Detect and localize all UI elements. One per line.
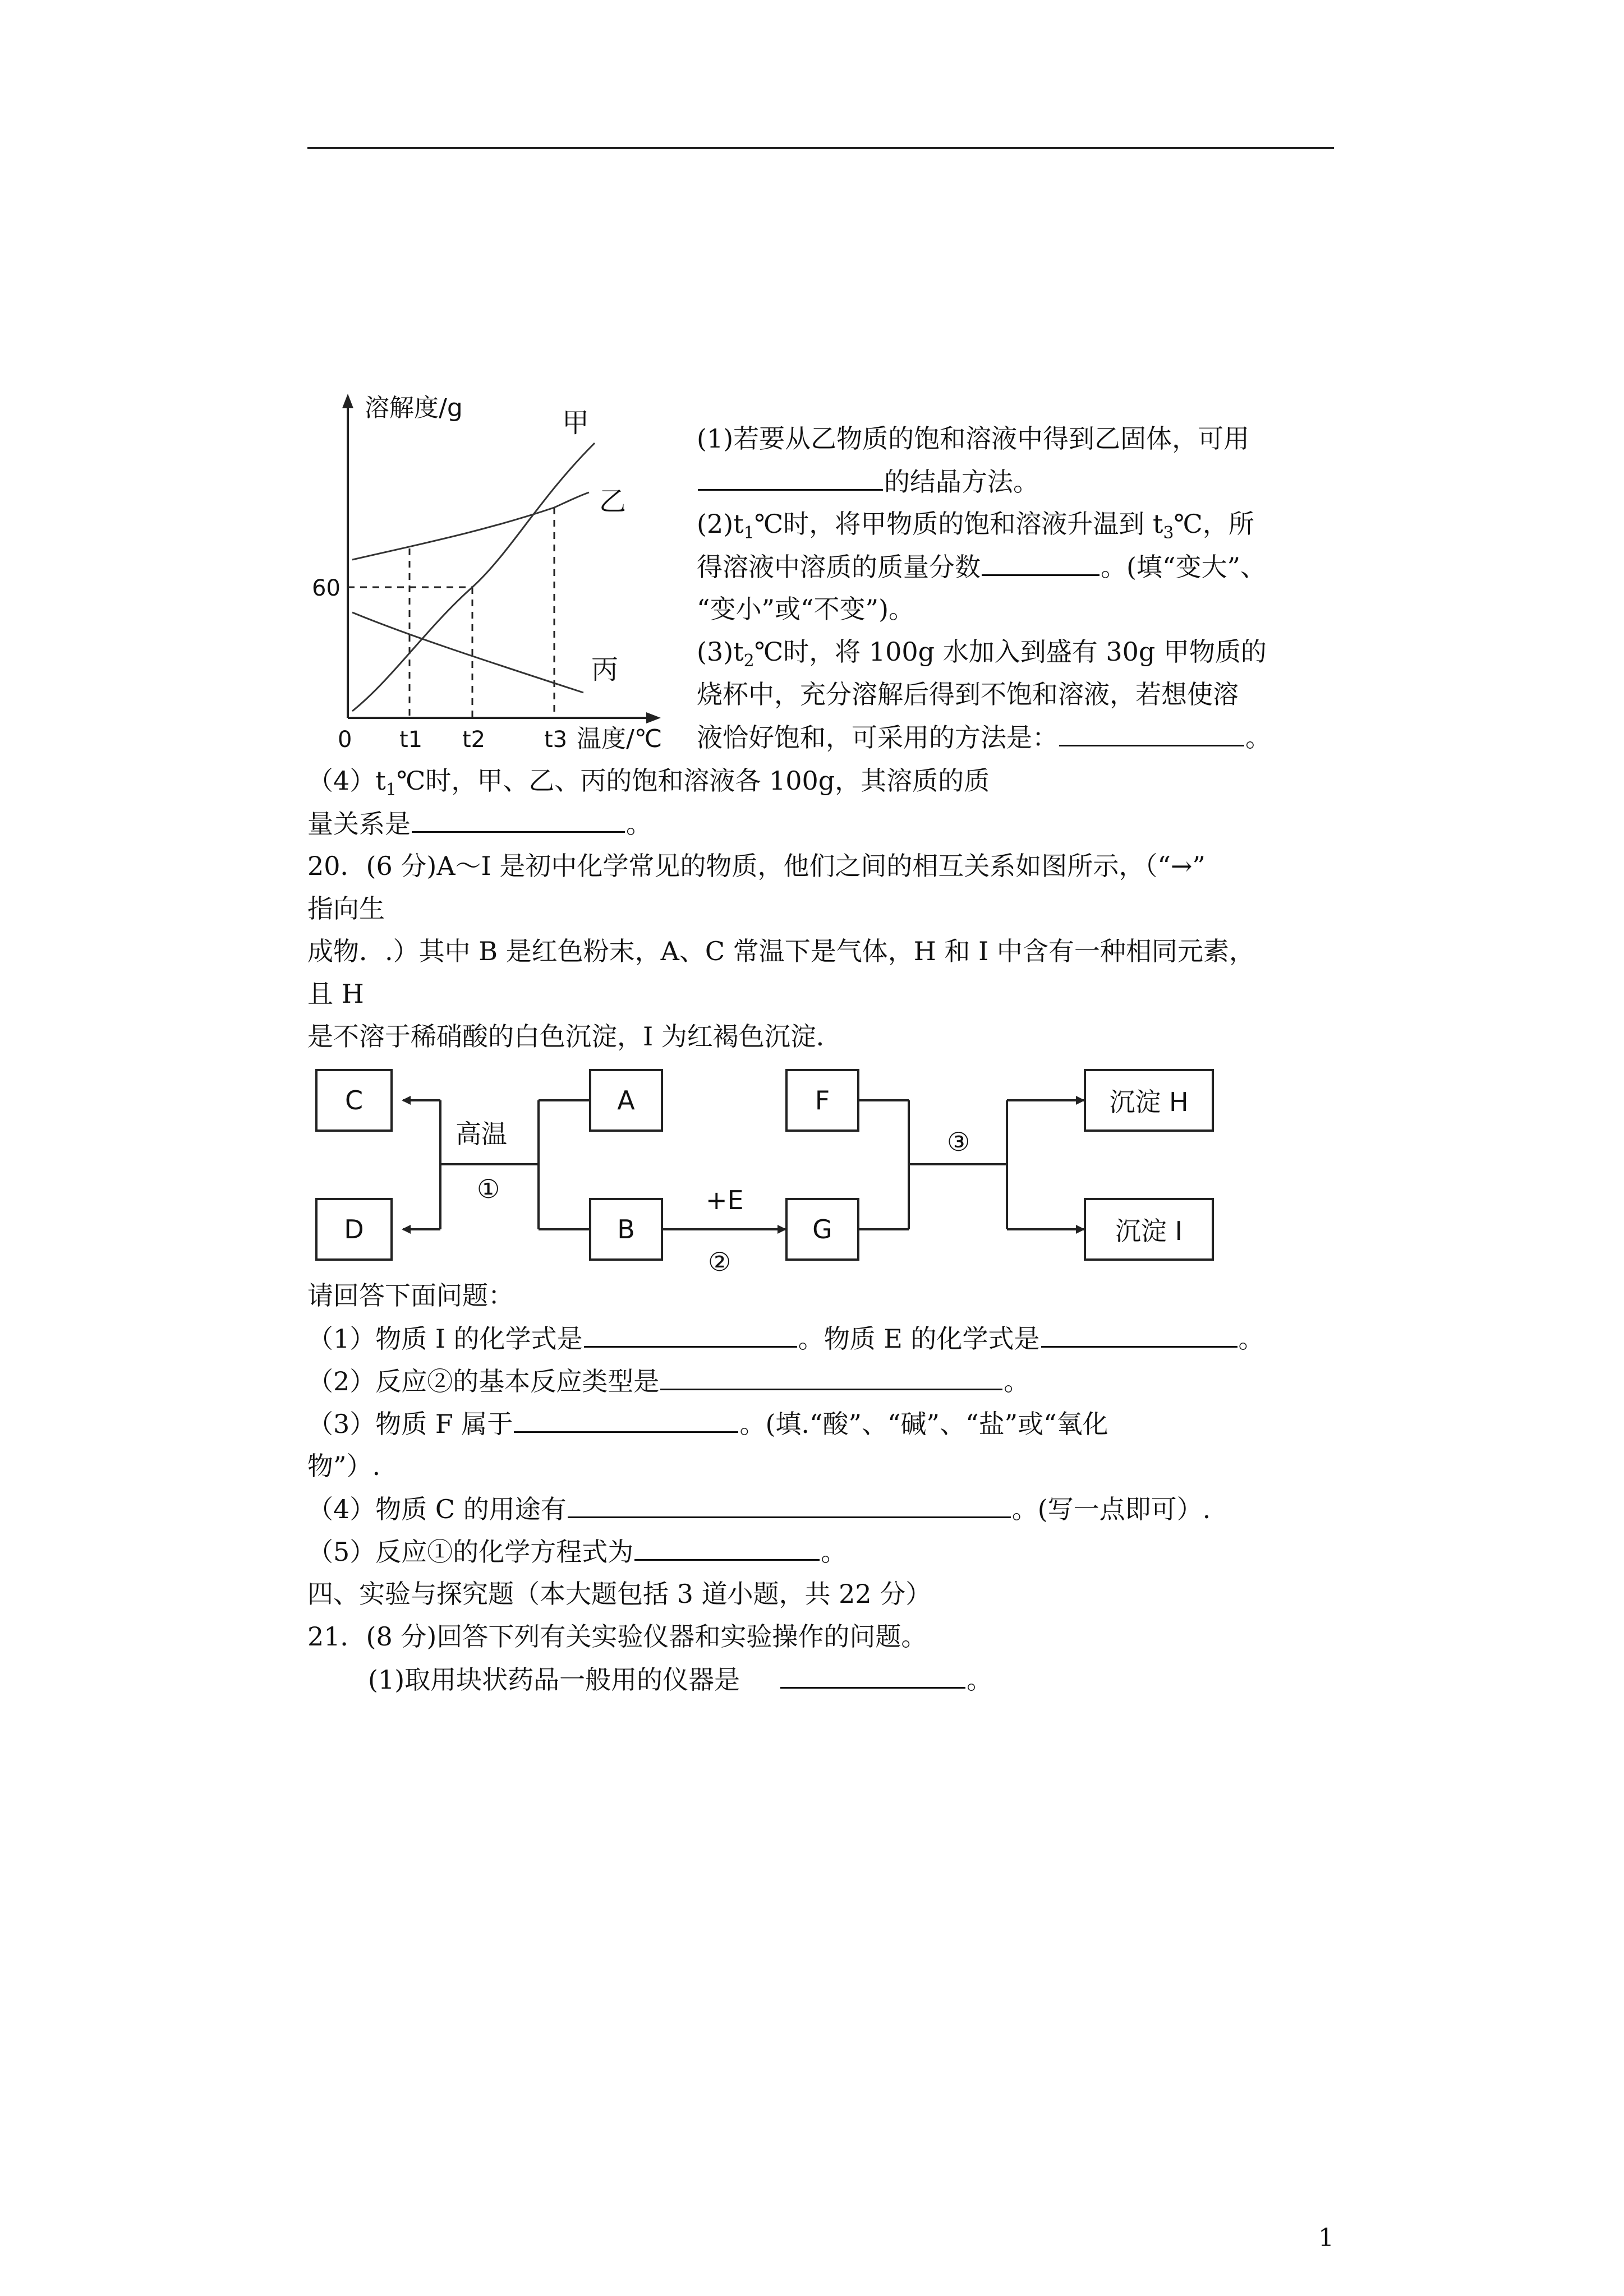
label-plus-e: +E: [706, 1185, 744, 1215]
q20-intro-4: 且 H: [307, 979, 364, 1009]
box-b: B: [589, 1198, 663, 1261]
q19-blank-4[interactable]: [412, 806, 625, 833]
q20-blank-1b[interactable]: [1041, 1321, 1237, 1348]
box-f: F: [785, 1069, 859, 1132]
q21-part-1: (1)取用块状药品一般用的仪器是 。: [368, 1662, 992, 1696]
q19-p1-line2: 的结晶方法。: [697, 464, 1039, 499]
label-high-temp: 高温: [456, 1119, 507, 1149]
q20-intro-5: 是不溶于稀硝酸的白色沉淀，I 为红褐色沉淀．: [307, 1021, 842, 1052]
q20-blank-5[interactable]: [634, 1534, 820, 1561]
q20-intro-1: 20．(6 分)A～I 是初中化学常见的物质，他们之间的相互关系如图所示，（“→”: [307, 851, 1206, 881]
x-axis-label: 温度/℃: [577, 725, 662, 753]
q19-p4-line2: 量关系是 。: [307, 806, 652, 841]
q20-answer-3-cont: 物”）.: [307, 1451, 381, 1481]
box-a: A: [589, 1069, 663, 1132]
q21-blank-1[interactable]: [780, 1662, 965, 1689]
q20-answer-3: （3）物质 F 属于 。(填.“酸”、“碱”、“盐”或“氧化: [307, 1407, 1108, 1441]
q19-p2-line2: 得溶液中溶质的质量分数 。(填“变大”、: [697, 550, 1266, 584]
origin-label: 0: [338, 727, 352, 753]
q19-blank-2[interactable]: [982, 550, 1099, 576]
q20-answer-1: （1）物质 I 的化学式是 。物质 E 的化学式是 。: [307, 1321, 1264, 1356]
q19-p2-line1: $(2)t_1℃$时，将甲物质的饱和溶液升温到 $t_3℃$，所: [697, 509, 1254, 543]
q19-p1-line1: (1)若要从乙物质的饱和溶液中得到乙固体，可用: [697, 423, 1250, 454]
page-number: 1: [1318, 2224, 1334, 2252]
box-d: D: [315, 1198, 393, 1261]
y-tick-60: 60: [312, 575, 341, 601]
section-4-heading: 四、实验与探究题（本大题包括 3 道小题，共 22 分）: [307, 1579, 932, 1609]
header-rule: [307, 147, 1334, 149]
q20-intro-2: 指向生: [307, 893, 385, 924]
curve-jia: [352, 443, 595, 711]
x-tick-t3: t3: [544, 727, 568, 753]
curve-label-jia: 甲: [562, 407, 590, 439]
q19-p3-line2: 烧杯中，充分溶解后得到不饱和溶液，若想使溶: [697, 679, 1239, 709]
x-tick-t1: t1: [399, 727, 423, 753]
y-axis-label: 溶解度/g: [365, 394, 463, 422]
box-c: C: [315, 1069, 393, 1132]
q20-blank-3[interactable]: [514, 1407, 738, 1433]
box-precipitate-h: 沉淀 H: [1084, 1069, 1214, 1132]
label-reaction-3: ③: [947, 1127, 970, 1157]
x-tick-t2: t2: [462, 727, 486, 753]
solubility-graph: [303, 387, 662, 757]
q19-p3-line3: 液恰好饱和，可采用的方法是： 。: [697, 720, 1271, 754]
q20-answer-5: （5）反应①的化学方程式为 。: [307, 1534, 846, 1569]
q20-blank-1a[interactable]: [584, 1321, 797, 1348]
q19-p2-line3: “变小”或“不变”)。: [697, 594, 915, 624]
box-precipitate-i: 沉淀 I: [1084, 1198, 1214, 1261]
y-axis-arrow: [342, 394, 353, 408]
q20-intro-3: 成物．.）其中 B 是红色粉末，A、C 常温下是气体，H 和 I 中含有一种相同元素，: [307, 936, 1255, 966]
q19-p3-line1: $(3)t_2℃$时，将 100g 水加入到盛有 30g 甲物质的: [697, 637, 1267, 671]
box-g: G: [785, 1198, 859, 1261]
q19-blank-1[interactable]: [698, 464, 883, 491]
label-reaction-2: ②: [708, 1247, 732, 1277]
x-axis-arrow: [646, 712, 661, 723]
curve-bing: [352, 612, 583, 693]
q20-prompt: 请回答下面问题：: [307, 1280, 514, 1311]
curve-label-bing: 丙: [591, 654, 619, 685]
q20-answer-2: （2）反应②的基本反应类型是 。: [307, 1364, 1029, 1398]
q20-blank-2[interactable]: [660, 1364, 1002, 1390]
curve-label-yi: 乙: [599, 486, 627, 517]
q19-blank-3[interactable]: [1059, 720, 1244, 746]
label-reaction-1: ①: [477, 1174, 500, 1204]
q19-p4-line1: $(4)t_1℃$时，甲、乙、丙的饱和溶液各 100g，其溶质的质: [307, 766, 990, 800]
q20-blank-4[interactable]: [568, 1492, 1011, 1518]
q21-intro: 21．(8 分)回答下列有关实验仪器和实验操作的问题。: [307, 1621, 927, 1652]
q20-answer-4: （4）物质 C 的用途有 。(写一点即可）.: [307, 1492, 1211, 1526]
